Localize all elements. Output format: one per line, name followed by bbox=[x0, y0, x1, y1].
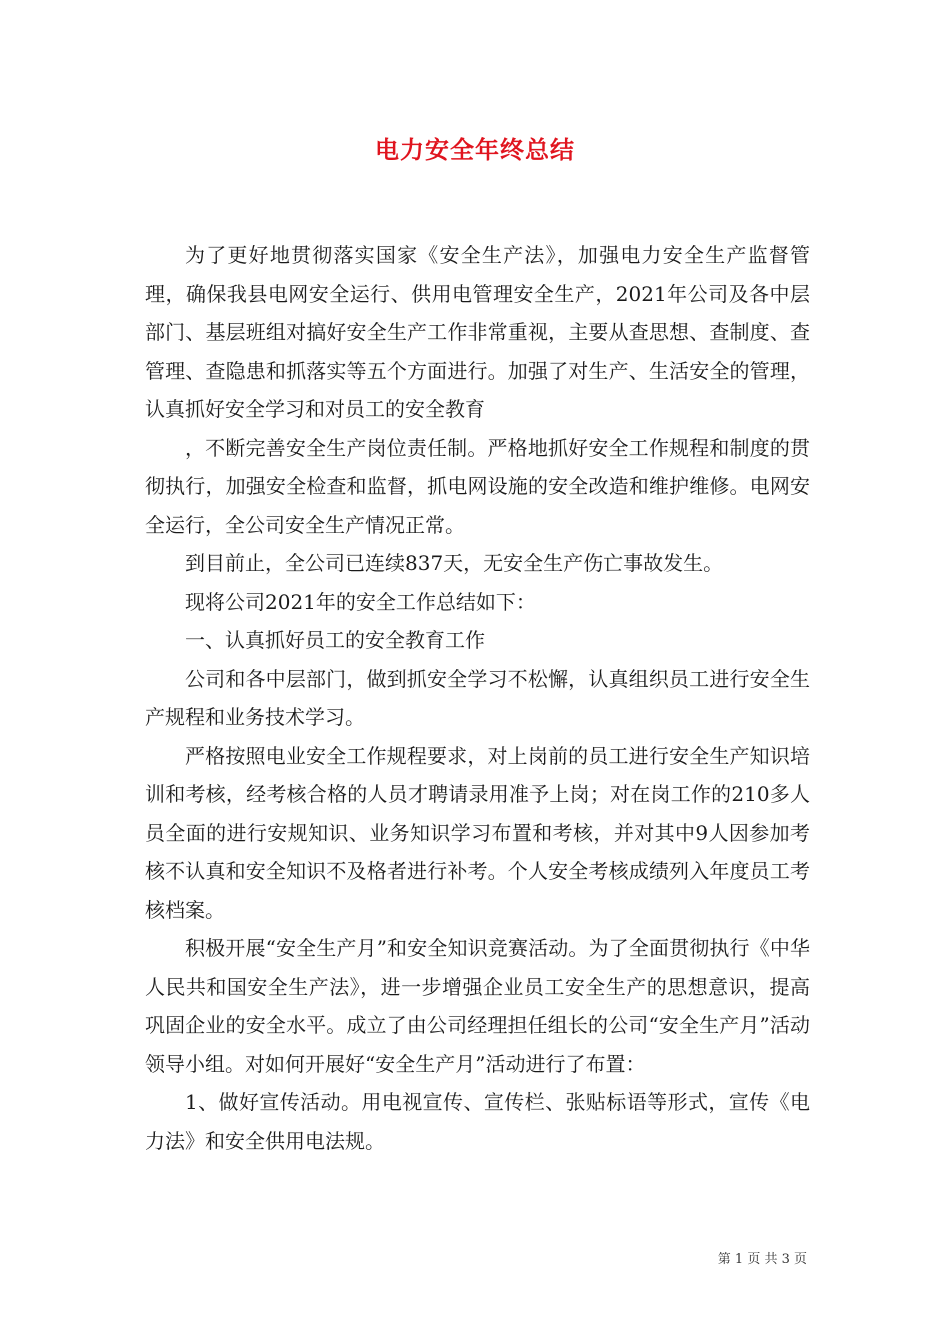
paragraph-publicity: 1、做好宣传活动。用电视宣传、宣传栏、张贴标语等形式，宣传《电力法》和安全供用电法规。 bbox=[145, 1090, 810, 1153]
paragraph-training: 严格按照电业安全工作规程要求，对上岗前的员工进行安全生产知识培训和考核，经考核合格的人员才聘请录用准予上岗；对在岗工作的210多人员全面的进行安规知识、业务知识学习布置和考核，并对其中9人因参加考核不认真和安全知识不及格者进行补考。个人安全考核成绩列入年度员工考核档案。 bbox=[145, 743, 810, 922]
page-number: 第 1 页 共 3 页 bbox=[717, 1252, 807, 1267]
paragraph-intro: 为了更好地贯彻落实国家《安全生产法》，加强电力安全生产监督管理，确保我县电网安全运行、供用电管理安全生产，2021年公司及各中层部门、基层班组对搞好安全生产工作非常重视，主要从查思想、查制度、查管理、查隐患和抓落实等五个方面进行。加强了对生产、生活安全的管理，认真抓好安全学习和对员工的安全教育 bbox=[145, 243, 810, 421]
paragraph-responsibility: ，不断完善安全生产岗位责任制。严格地抓好安全工作规程和制度的贯彻执行，加强安全检查和监督，抓电网设施的安全改造和维护维修。电网安全运行，全公司安全生产情况正常。 bbox=[145, 435, 810, 537]
section-heading-education: 一、认真抓好员工的安全教育工作 bbox=[185, 628, 485, 652]
paragraph-study: 公司和各中层部门，做到抓安全学习不松懈，认真组织员工进行安全生产规程和业务技术学习。 bbox=[145, 666, 810, 729]
document-title: 电力安全年终总结 bbox=[375, 136, 575, 164]
paragraph-safe-days: 到目前止，全公司已连续837天，无安全生产伤亡事故发生。 bbox=[185, 551, 724, 575]
paragraph-summary-intro: 现将公司2021年的安全工作总结如下： bbox=[185, 589, 536, 614]
paragraph-safety-month: 积极开展“安全生产月”和安全知识竞赛活动。为了全面贯彻执行《中华人民共和国安全生产法》，进一步增强企业员工安全生产的思想意识，提高巩固企业的安全水平。成立了由公司经理担任组长的公司“安全生产月”活动领导小组。对如何开展好“安全生产月”活动进行了布置： bbox=[145, 936, 810, 1076]
document-body bbox=[145, 236, 810, 1160]
